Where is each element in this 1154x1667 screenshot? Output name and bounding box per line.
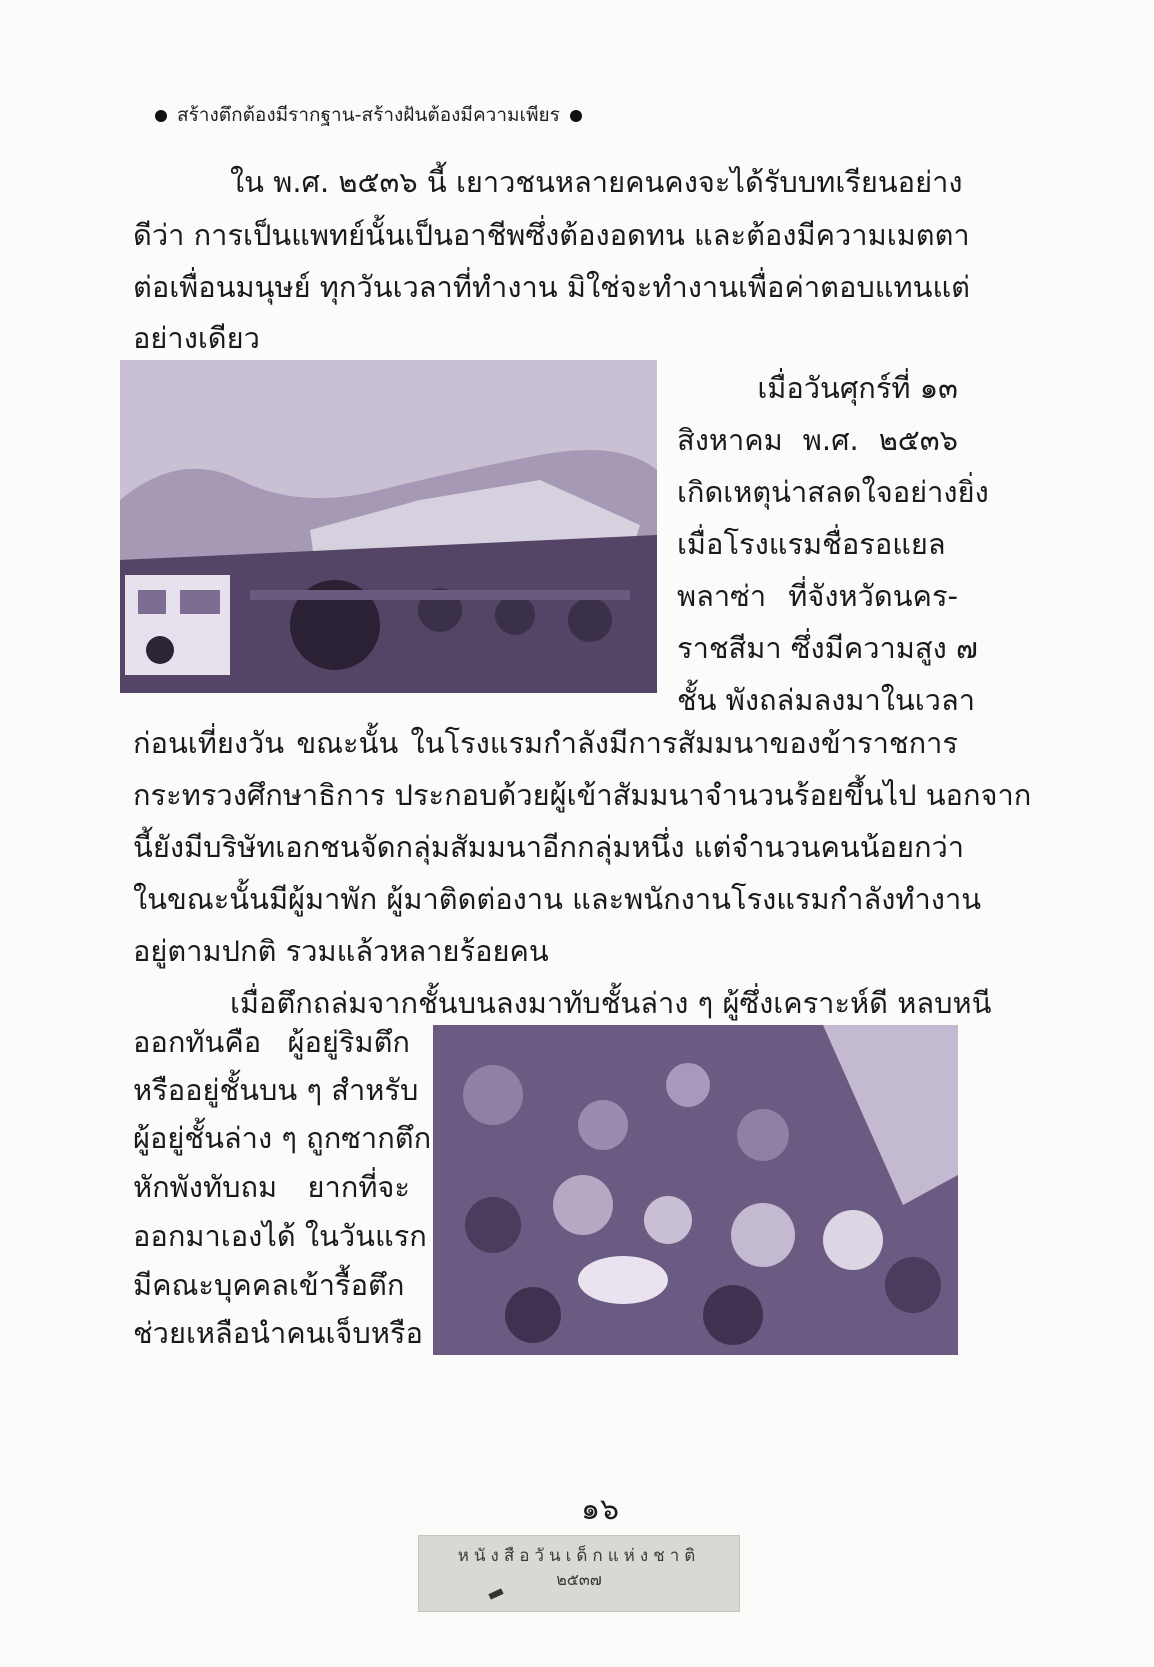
- photo-rescue-crowd: [433, 1025, 958, 1355]
- text-line: ก่อนเที่ยงวัน ขณะนั้น ในโรงแรมกำลังมีการสัมมนาของข้าราชการ: [133, 726, 958, 760]
- text-line: ใน พ.ศ. ๒๕๓๖ นี้ เยาวชนหลายคนคงจะได้รับบทเรียนอย่าง: [230, 165, 963, 199]
- photo-collapsed-hotel: [120, 360, 657, 693]
- text-line: มีคณะบุคคลเข้ารื้อตึก: [133, 1268, 405, 1302]
- text-line: หักพังทับถม ยากที่จะ: [133, 1170, 410, 1204]
- text-line: ในขณะนั้นมีผู้มาพัก ผู้มาติดต่องาน และพนักงานโรงแรมกำลังทำงาน: [133, 882, 982, 916]
- text-line: ออกทันคือ ผู้อยู่ริมตึก: [133, 1025, 410, 1059]
- text-line: ต่อเพื่อนมนุษย์ ทุกวันเวลาที่ทำงาน มิใช่จะทำงานเพื่อค่าตอบแทนแต่: [133, 270, 970, 304]
- text-line: สิงหาคม พ.ศ. ๒๕๓๖: [677, 423, 958, 457]
- stamp-year: ๒๕๓๗: [556, 1570, 602, 1589]
- stamp-title: หนังสือวันเด็กแห่งชาติ: [457, 1546, 701, 1566]
- text-line: เมื่อวันศุกร์ที่ ๑๓: [757, 371, 958, 405]
- text-line: ออกมาเองได้ ในวันแรก: [133, 1219, 427, 1253]
- text-line: นี้ยังมีบริษัทเอกชนจัดกลุ่มสัมมนาอีกกลุ่มหนึ่ง แต่จำนวนคนน้อยกว่า: [133, 830, 965, 864]
- running-header: [145, 98, 1025, 132]
- book-stamp: [418, 1535, 740, 1612]
- text-line: ช่วยเหลือนำคนเจ็บหรือ: [133, 1316, 423, 1350]
- page-number: ๑๖: [580, 1492, 620, 1527]
- text-line: ผู้อยู่ชั้นล่าง ๆ ถูกซากตึก: [133, 1121, 432, 1155]
- text-line: พลาซ่า ที่จังหวัดนคร-: [677, 579, 958, 613]
- text-line: เกิดเหตุน่าสลดใจอย่างยิ่ง: [677, 475, 989, 509]
- text-line: หรืออยู่ชั้นบน ๆ สำหรับ: [133, 1073, 419, 1107]
- text-line: อยู่ตามปกติ รวมแล้วหลายร้อยคน: [133, 934, 549, 968]
- text-line: ราชสีมา ซึ่งมีความสูง ๗: [677, 631, 978, 665]
- bullet-icon: [570, 110, 582, 122]
- text-line: ชั้น พังถล่มลงมาในเวลา: [677, 683, 976, 717]
- text-line: ดีว่า การเป็นแพทย์นั้นเป็นอาชีพซึ่งต้องอดทน และต้องมีความเมตตา: [133, 218, 970, 252]
- text-line: อย่างเดียว: [133, 321, 260, 355]
- text-line: กระทรวงศึกษาธิการ ประกอบด้วยผู้เข้าสัมมนาจำนวนร้อยขึ้นไป นอกจาก: [133, 778, 1032, 812]
- text-line: เมื่อโรงแรมชื่อรอแยล: [677, 527, 946, 561]
- header-title: สร้างตึกต้องมีรากฐาน-สร้างฝันต้องมีความเพียร: [177, 104, 560, 126]
- bullet-icon: [155, 110, 167, 122]
- text-line: เมื่อตึกถล่มจากชั้นบนลงมาทับชั้นล่าง ๆ ผู้ซึ่งเคราะห์ดี หลบหนี: [230, 986, 992, 1020]
